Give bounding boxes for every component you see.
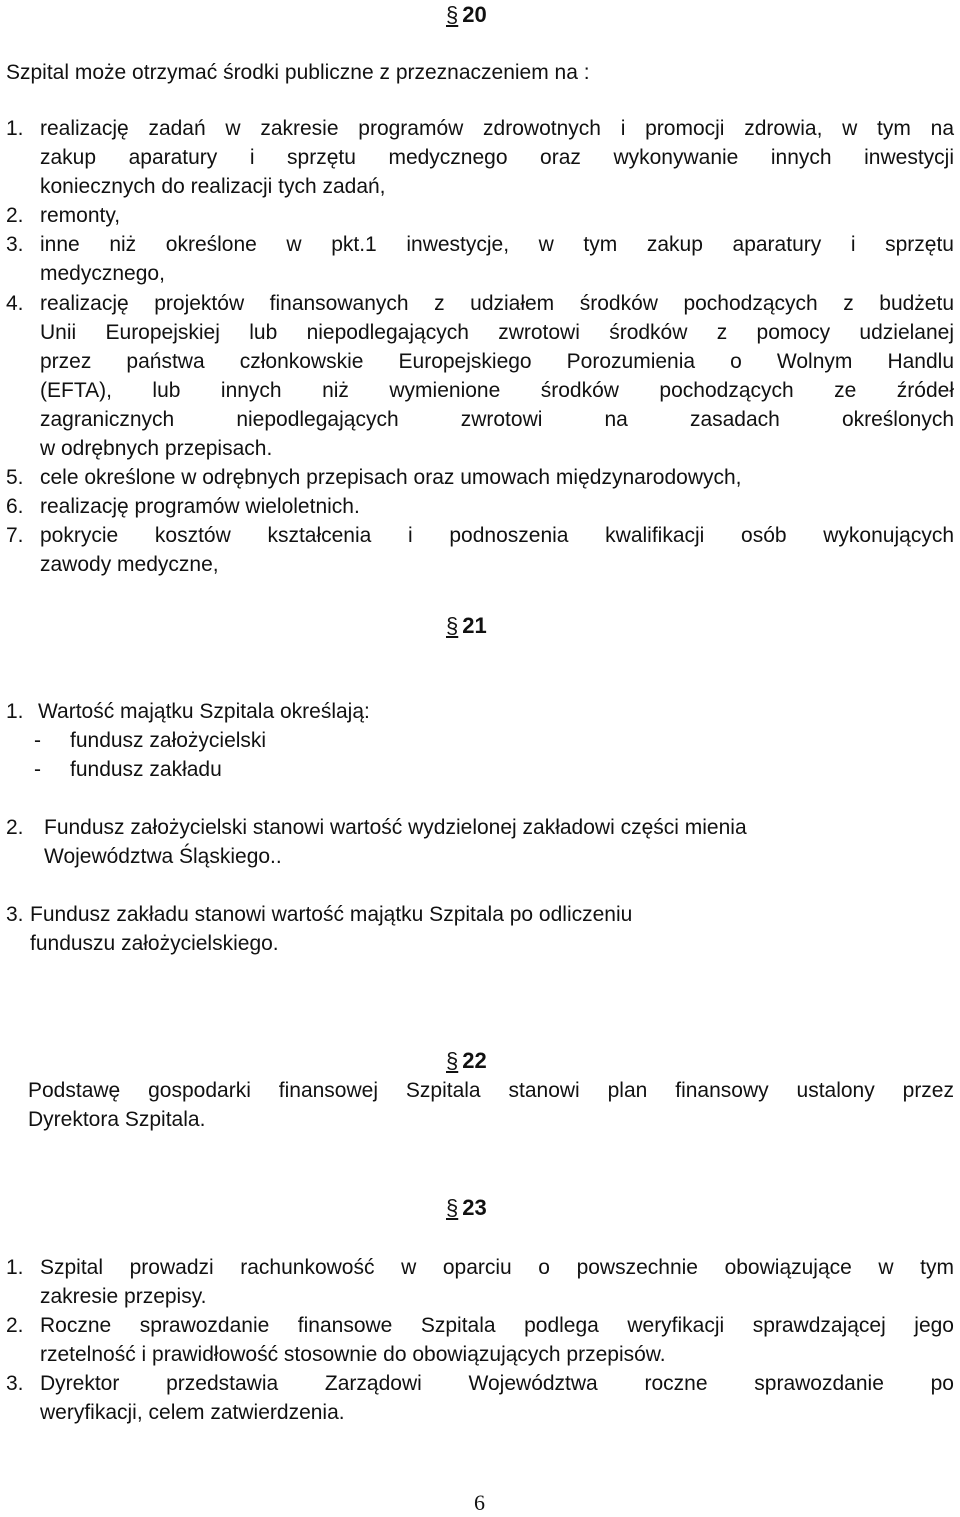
s21-dash2-mark: -: [34, 758, 41, 781]
s20-intro: Szpital może otrzymać środki publiczne z przeznaczeniem na :: [6, 61, 590, 84]
s21-dash2-text: fundusz zakładu: [70, 758, 222, 781]
section-number: 21: [462, 613, 487, 638]
s23-item-3-line: Dyrektor przedstawia Zarządowi Województwa roczne sprawozdanie po: [40, 1372, 954, 1395]
section-heading-23: [446, 1193, 487, 1222]
s20-item-2-num: 2.: [6, 204, 24, 227]
s23-item-3-line: weryfikacji, celem zatwierdzenia.: [40, 1401, 345, 1424]
s23-item-1-line: zakresie przepisy.: [40, 1285, 207, 1308]
s22-line: Dyrektora Szpitala.: [28, 1108, 206, 1131]
s20-item-1-line: zakup aparatury i sprzętu medycznego oraz wykonywanie innych inwestycji: [40, 146, 954, 169]
s23-item-3-num: 3.: [6, 1372, 24, 1395]
section-symbol: §: [446, 613, 459, 638]
s22-line: Podstawę gospodarki finansowej Szpitala stanowi plan finansowy ustalony przez: [28, 1079, 954, 1102]
s20-item-5-num: 5.: [6, 466, 24, 489]
s20-item-7-line: zawody medyczne,: [40, 553, 219, 576]
s20-item-1-line: realizację zadań w zakresie programów zdrowotnych i promocji zdrowia, w tym na: [40, 117, 954, 140]
s21-p3-num: 3.: [6, 903, 24, 926]
s20-item-4-line: (EFTA), lub innych niż wymienione środków pochodzących ze źródeł: [40, 379, 954, 402]
section-symbol: §: [446, 1048, 459, 1073]
section-number: 22: [462, 1048, 487, 1073]
s20-item-4-line: realizację projektów finansowanych z udziałem środków pochodzących z budżetu: [40, 292, 954, 315]
s20-item-3-line: inne niż określone w pkt.1 inwestycje, w tym zakup aparatury i sprzętu: [40, 233, 954, 256]
section-heading-21: [446, 611, 487, 640]
page-number: 6: [474, 1490, 485, 1515]
s20-item-4-line: zagranicznych niepodlegających zwrotowi na zasadach określonych: [40, 408, 954, 431]
s21-dash1-mark: -: [34, 729, 41, 752]
s23-item-2-line: rzetelność i prawidłowość stosownie do obowiązujących przepisów.: [40, 1343, 666, 1366]
s23-item-2-line: Roczne sprawozdanie finansowe Szpitala podlega weryfikacji sprawdzającej jego: [40, 1314, 954, 1337]
section-number: 23: [462, 1195, 487, 1220]
s21-p3-line: Fundusz zakładu stanowi wartość majątku Szpitala po odliczeniu: [30, 903, 633, 926]
s20-item-3-num: 3.: [6, 233, 24, 256]
s20-item-4-line: w odrębnych przepisach.: [40, 437, 273, 460]
s21-dash1-text: fundusz założycielski: [70, 729, 267, 752]
s21-p2-line: Województwa Śląskiego..: [44, 845, 282, 868]
section-heading-22: [446, 1046, 487, 1075]
s21-p2-line: Fundusz założycielski stanowi wartość wydzielonej zakładowi części mienia: [44, 816, 747, 839]
section-symbol: §: [446, 2, 459, 27]
s20-item-7-line: pokrycie kosztów kształcenia i podnoszenia kwalifikacji osób wykonujących: [40, 524, 954, 547]
s23-item-2-num: 2.: [6, 1314, 24, 1337]
s20-item-4-line: Unii Europejskiej lub niepodlegających zwrotowi środków z pomocy udzielanej: [40, 321, 954, 344]
s20-item-6-num: 6.: [6, 495, 24, 518]
s20-item-3-line: medycznego,: [40, 262, 165, 285]
s21-p1-num: 1.: [6, 700, 24, 723]
s20-item-1-line: koniecznych do realizacji tych zadań,: [40, 175, 386, 198]
s20-item-4-num: 4.: [6, 292, 24, 315]
section-number: 20: [462, 2, 487, 27]
s20-item-2-line: remonty,: [40, 204, 121, 227]
s20-item-5-line: cele określone w odrębnych przepisach oraz umowach międzynarodowych,: [40, 466, 742, 489]
s21-p2-num: 2.: [6, 816, 24, 839]
section-heading-20: [446, 0, 487, 29]
s20-item-1-num: 1.: [6, 117, 24, 140]
section-symbol: §: [446, 1195, 459, 1220]
s20-item-4-line: przez państwa członkowskie Europejskiego Porozumienia o Wolnym Handlu: [40, 350, 954, 373]
s23-item-1-line: Szpital prowadzi rachunkowość w oparciu o powszechnie obowiązujące w tym: [40, 1256, 954, 1279]
s20-item-7-num: 7.: [6, 524, 24, 547]
s23-item-1-num: 1.: [6, 1256, 24, 1279]
s21-p1-text: Wartość majątku Szpitala określają:: [38, 700, 370, 723]
s20-item-6-line: realizację programów wieloletnich.: [40, 495, 360, 518]
s21-p3-line: funduszu założycielskiego.: [30, 932, 279, 955]
